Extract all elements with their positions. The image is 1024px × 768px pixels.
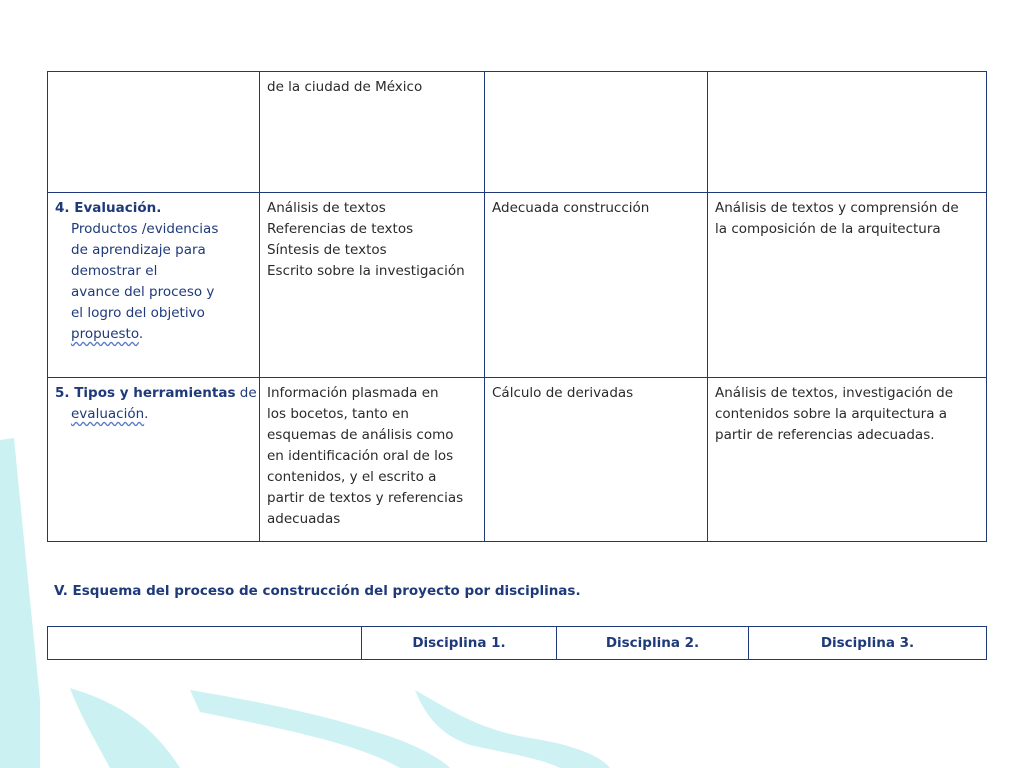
cell-line: contenidos, y el escrito a <box>267 469 437 485</box>
cell-line: esquemas de análisis como <box>267 427 454 443</box>
cell-line: la composición de la arquitectura <box>715 221 941 237</box>
row1-col3-cell <box>485 72 708 193</box>
row1-col4-cell <box>708 72 987 193</box>
tools-col3-cell <box>485 378 708 542</box>
cell-line: Referencias de textos <box>267 221 414 237</box>
row1-col2-cell <box>260 72 485 193</box>
evaluation-table <box>47 71 987 542</box>
punctuation: . <box>138 326 144 342</box>
table-row <box>48 193 987 378</box>
punctuation: . <box>144 406 149 422</box>
cell-line: partir de textos y referencias <box>267 490 464 506</box>
tools-col4-cell <box>708 378 987 542</box>
tools-col2-cell <box>260 378 485 542</box>
evaluation-col3-cell <box>485 193 708 378</box>
cell-line: Análisis de textos y comprensión de <box>715 200 959 216</box>
section-heading: V. Esquema del proceso de construcción del proyecto por disciplinas. <box>54 583 581 599</box>
table-row <box>48 72 987 193</box>
tools-label-line <box>55 404 252 425</box>
tools-label-line <box>55 383 257 404</box>
table-row <box>48 627 987 660</box>
cell-line: adecuadas <box>267 511 341 527</box>
cell-line: en identificación oral de los <box>267 448 454 464</box>
tools-label-title: 5. Tipos y herramientas <box>55 385 236 401</box>
table-row <box>48 378 987 542</box>
cell-line: Información plasmada en <box>267 385 439 401</box>
disciplines-table <box>47 626 987 660</box>
discipline-1-header: Disciplina 1. <box>362 627 557 660</box>
evaluation-label-line: Productos /evidencias <box>71 221 219 237</box>
cell-line: Análisis de textos <box>267 200 386 216</box>
spellcheck-underlined-word: evaluación <box>71 406 145 422</box>
evaluation-products-cell <box>260 193 485 378</box>
evaluation-label-line: el logro del objetivo <box>71 305 205 321</box>
evaluation-label-line <box>71 324 252 345</box>
cell-line: partir de referencias adecuadas. <box>715 427 935 443</box>
disciplines-empty-header <box>48 627 362 660</box>
discipline-3-header: Disciplina 3. <box>749 627 987 660</box>
evaluation-label-title: 4. Evaluación. <box>55 200 162 216</box>
cell-line: los bocetos, tanto en <box>267 406 409 422</box>
cell-line: Síntesis de textos <box>267 242 387 258</box>
tools-label-cell <box>48 378 260 542</box>
cell-line: Adecuada construcción <box>492 200 650 216</box>
evaluation-label-line: de aprendizaje para <box>71 242 206 258</box>
cell-line: contenidos sobre la arquitectura a <box>715 406 948 422</box>
evaluation-label-cell <box>48 193 260 378</box>
evaluation-label-description <box>55 219 252 345</box>
cell-line: Cálculo de derivadas <box>492 385 634 401</box>
row1-col2-text: de la ciudad de México <box>267 79 423 95</box>
cell-line: Escrito sobre la investigación <box>267 263 465 279</box>
evaluation-label-line: demostrar el <box>71 263 158 279</box>
spellcheck-underlined-word: propuesto <box>71 326 139 342</box>
row1-col1-cell <box>48 72 260 193</box>
evaluation-label-line: avance del proceso y <box>71 284 215 300</box>
cell-line: Análisis de textos, investigación de <box>715 385 954 401</box>
discipline-2-header: Disciplina 2. <box>557 627 749 660</box>
evaluation-col4-cell <box>708 193 987 378</box>
tools-label-rest: de <box>235 385 257 401</box>
